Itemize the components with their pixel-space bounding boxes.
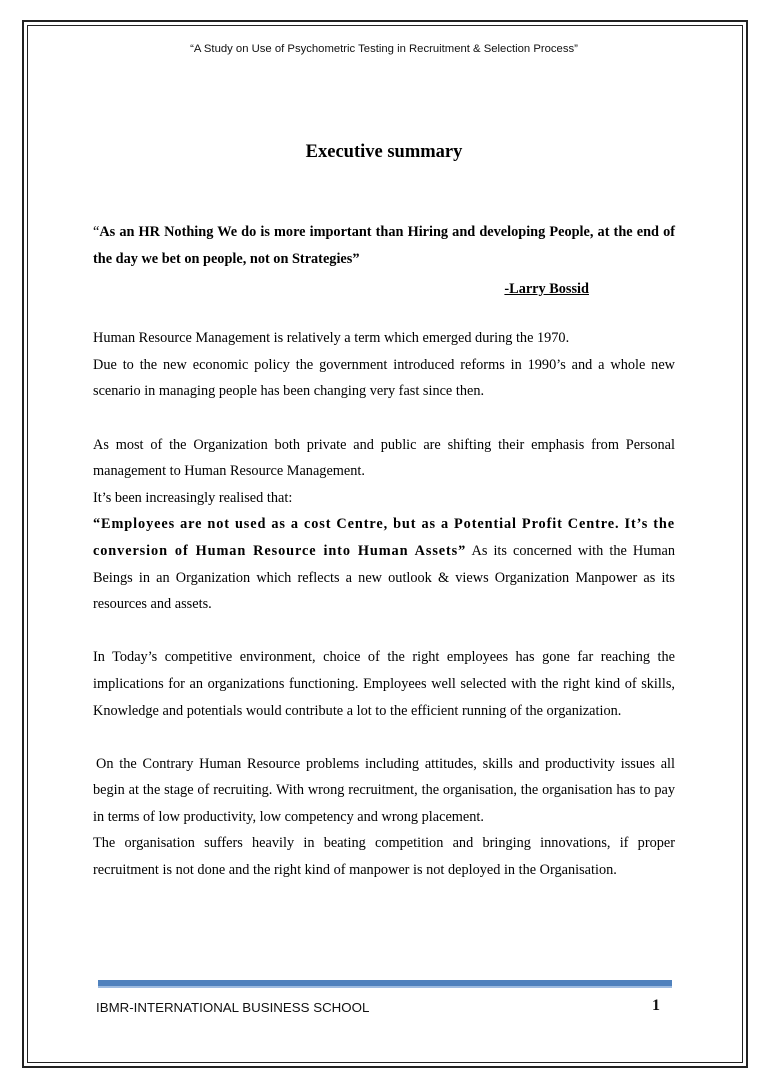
paragraph-3-bold: “Employees are not used as a cost Centre, but as a Potential Profit Centre. It’s the conversion of Human Resource into Human Assets” [93, 516, 675, 559]
paragraph-1-line-2: Due to the new economic policy the government introduced reforms in 1990’s and a whole new scenario in managing people has been changing very fast since then. [93, 356, 675, 400]
paragraph-2: As most of the Organization both private and public are shifting their emphasis from Personal management to Human Resource Management. [93, 436, 675, 480]
paragraph-5-line-1: On the Contrary Human Resource problems including attitudes, skills and productivity issues all begin at the stage of recruiting. With wrong recruitment, the organisation, the organisation has to pay in terms of low productivity, low competency and wrong placement. [93, 755, 675, 825]
quote-author: -Larry Bossid [504, 281, 589, 298]
paragraph-3 [93, 511, 675, 617]
paragraph-3-intro: It’s been increasingly realised that: [93, 489, 293, 506]
opening-quote [93, 219, 675, 272]
paragraph-1-line-1: Human Resource Management is relatively a term which emerged during the 1970. [93, 330, 570, 347]
paragraph-5-line-2: The organisation suffers heavily in beating competition and bringing innovations, if proper recruitment is not done and the right kind of manpower is not deployed in the Organisation. [93, 835, 675, 879]
quote-open-mark: “ [93, 224, 100, 240]
footer-school-name: IBMR-INTERNATIONAL BUSINESS SCHOOL [96, 1000, 370, 1015]
page-number: 1 [652, 997, 660, 1014]
document-body [93, 219, 675, 884]
running-header: “A Study on Use of Psychometric Testing in Recruitment & Selection Process” [190, 43, 578, 55]
quote-text: As an HR Nothing We do is more important than Hiring and developing People, at the end of the day we bet on people, not on Strategies” [93, 224, 675, 267]
footer-rule-shadow [98, 986, 672, 988]
page-title: Executive summary [305, 142, 463, 162]
paragraph-4: In Today’s competitive environment, choice of the right employees has gone far reaching the implications for an organizations functioning. Employees well selected with the right kind of skills, Knowledge and potentials would contribute a lot to the efficient running of the organization. [93, 649, 675, 719]
paragraph-3-rest: As its concerned with the Human Beings in an Organization which reflects a new outlook & views Organization Manpower as its resources and assets. [93, 542, 675, 613]
